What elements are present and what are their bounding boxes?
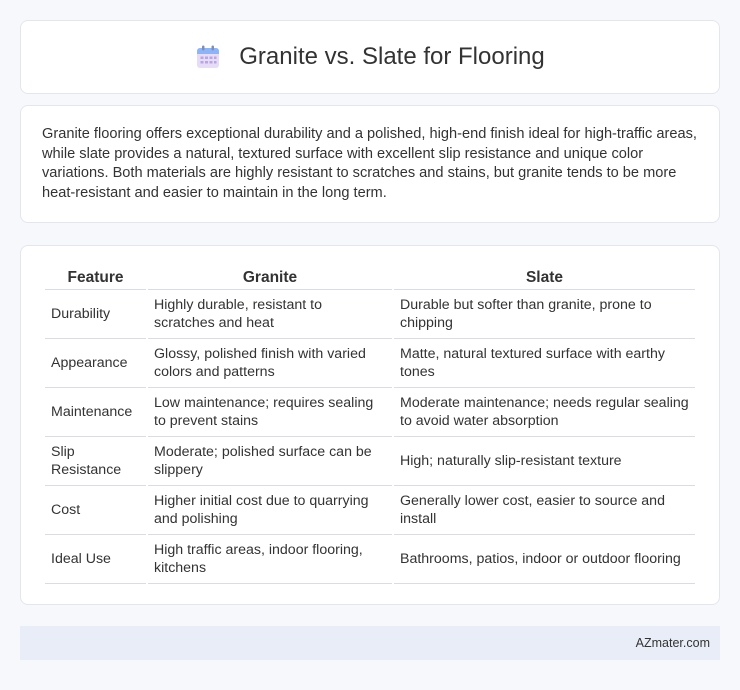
granite-cell: Low maintenance; requires sealing to prevent stains — [148, 388, 392, 437]
header-granite: Granite — [148, 264, 392, 290]
granite-cell: Highly durable, resistant to scratches and heat — [148, 290, 392, 339]
table-row — [45, 339, 695, 388]
header-slate: Slate — [394, 264, 695, 290]
slate-cell: High; naturally slip-resistant texture — [394, 437, 695, 486]
slate-cell: Moderate maintenance; needs regular sealing to avoid water absorption — [394, 388, 695, 437]
slate-cell: Generally lower cost, easier to source and install — [394, 486, 695, 535]
feature-cell: Appearance — [45, 339, 146, 388]
table-header-row — [45, 264, 695, 290]
comparison-table-card — [20, 245, 720, 605]
feature-cell: Slip Resistance — [45, 437, 146, 486]
table-row — [45, 535, 695, 584]
calendar-icon — [195, 44, 221, 70]
granite-cell: Moderate; polished surface can be slippery — [148, 437, 392, 486]
comparison-table — [43, 264, 697, 584]
table-row — [45, 388, 695, 437]
feature-cell: Durability — [45, 290, 146, 339]
header-feature: Feature — [45, 264, 146, 290]
footer — [20, 626, 720, 660]
granite-cell: High traffic areas, indoor flooring, kitchens — [148, 535, 392, 584]
page-title: Granite vs. Slate for Flooring — [239, 43, 545, 70]
title-card — [20, 20, 720, 94]
table-row — [45, 486, 695, 535]
granite-cell: Higher initial cost due to quarrying and polishing — [148, 486, 392, 535]
feature-cell: Cost — [45, 486, 146, 535]
feature-cell: Ideal Use — [45, 535, 146, 584]
table-row — [45, 290, 695, 339]
feature-cell: Maintenance — [45, 388, 146, 437]
intro-card — [20, 105, 720, 223]
table-row — [45, 437, 695, 486]
granite-cell: Glossy, polished finish with varied colors and patterns — [148, 339, 392, 388]
footer-brand[interactable]: AZmater.com — [635, 636, 710, 650]
intro-paragraph: Granite flooring offers exceptional durability and a polished, high-end finish ideal for high-traffic areas, while slate provides a natural, textured surface with excellent slip resistance and unique color variations. Both materials are highly resistant to scratches and stains, but granite tends to be more heat-resistant and easier to maintain in the long term. — [42, 126, 697, 201]
slate-cell: Durable but softer than granite, prone to chipping — [394, 290, 695, 339]
slate-cell: Bathrooms, patios, indoor or outdoor flooring — [394, 535, 695, 584]
slate-cell: Matte, natural textured surface with earthy tones — [394, 339, 695, 388]
